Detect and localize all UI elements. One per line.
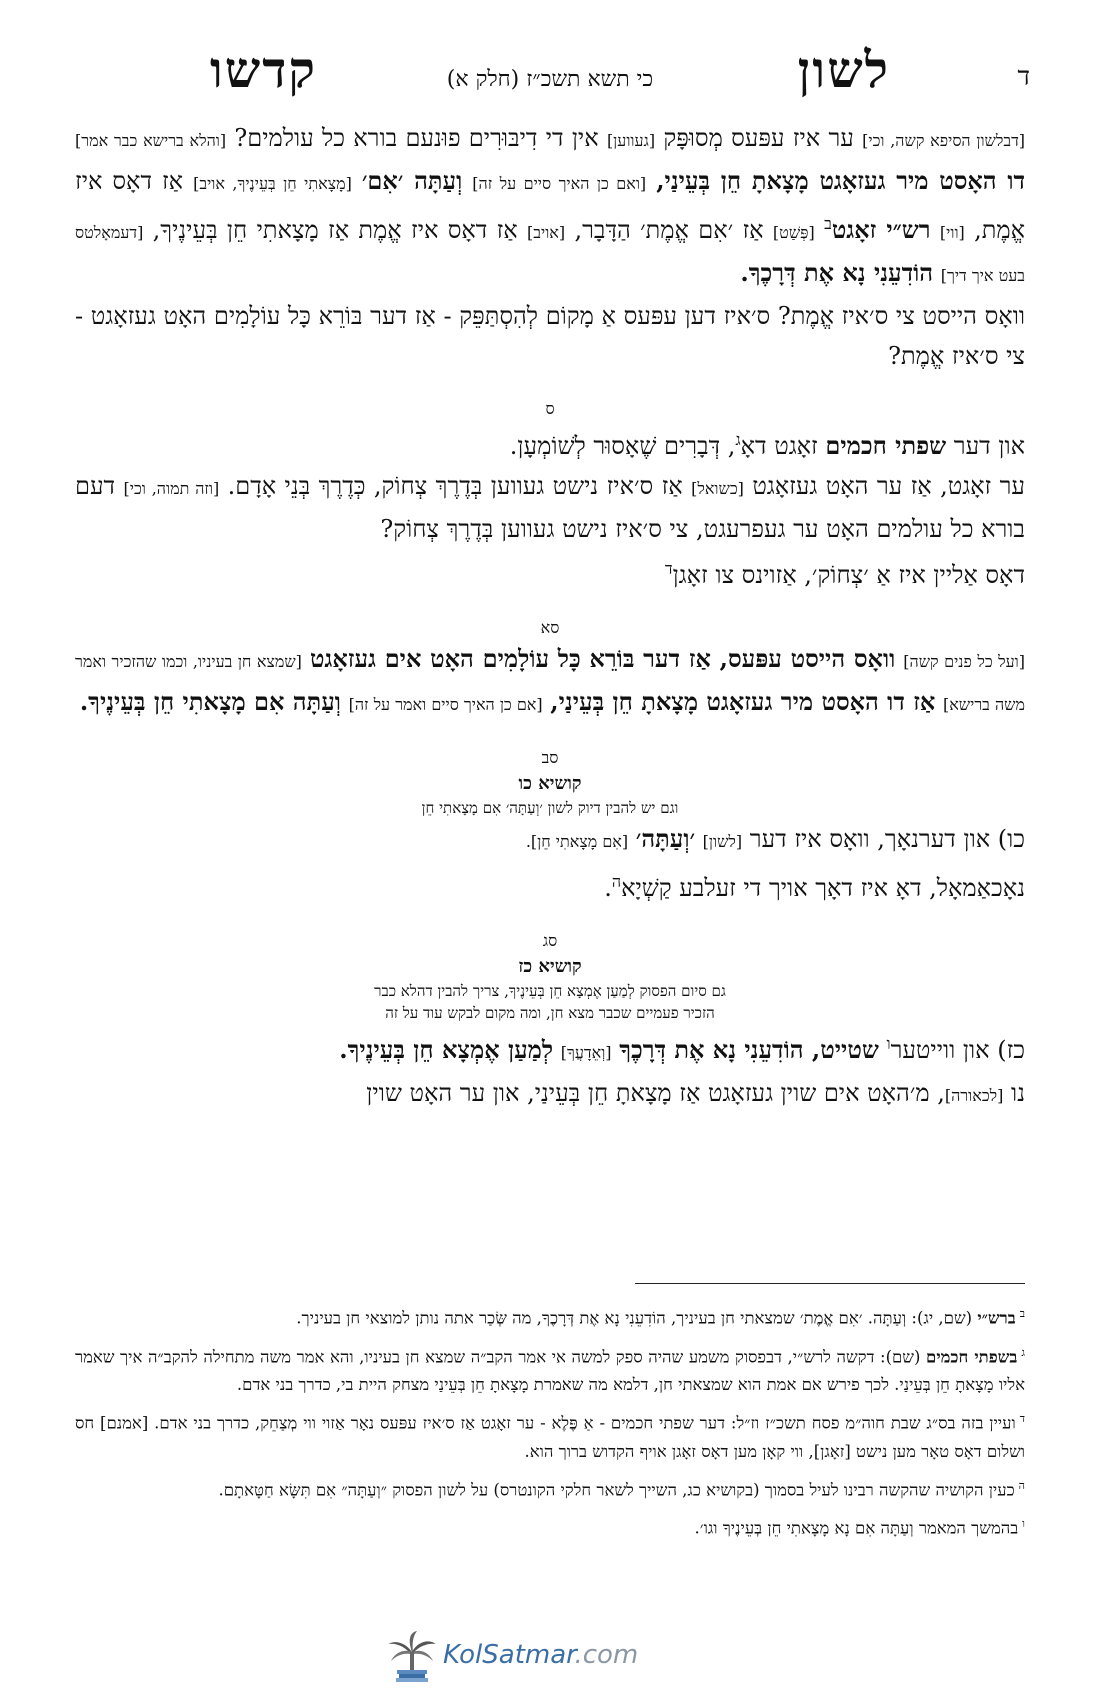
footnote-divider <box>635 1283 1025 1284</box>
bracket-note: [ועל כל פנים קשה] <box>903 652 1025 671</box>
bold-text: וואָס הייסט עפּעס, אַז דער בּוֹרֵא כָּל עוֹלָמִים האָט אים געזאָגט <box>309 644 896 673</box>
section-number: סב <box>541 748 559 767</box>
bracket-note: [והלא ברישא כבר אמר] <box>75 131 227 150</box>
kolsatmar-logo[interactable] <box>385 1630 715 1685</box>
bold-quote: וְעַתָּה ׳אִם׳ <box>361 166 463 195</box>
footnote <box>75 1510 1025 1543</box>
bold-quote: וְעַתָּה אִם מָצָאתִי חֵן בְּעֵינֶיךָ. <box>79 687 341 716</box>
page-header <box>0 40 1100 110</box>
text-run: כו) און דערנאָך, וואָס איז דער <box>749 825 1025 853</box>
text-run: ער זאָגט, אַז ער האָט געזאָגט <box>752 472 1025 500</box>
footnote-ref[interactable]: ה <box>611 872 622 891</box>
bold-quote: אַז דו האָסט מיר געזאָגט מָצָאתָ חֵן בְּעֵינַי, <box>550 687 936 716</box>
text-run: נאָכאַמאָל, דאָ איז דאָך אויך די זעלבע קַשְׁיָא <box>621 874 1025 902</box>
text-run: . <box>604 874 612 902</box>
footnote-text: בהמשך המאמר וְעַתָּה אִם נָא מָצָאתִי חֵן בְּעֵינֶיךָ וגו׳. <box>694 1518 1019 1538</box>
footnote-ref[interactable]: ב <box>824 214 832 233</box>
bracket-note: [געווען] <box>606 131 656 150</box>
footnote <box>75 1339 1025 1400</box>
text-run: אַז ס׳איז נישט געווען בְּדֶרֶךְ צְחוֹק, כְּדֶרֶךְ בְּנֵי אָדָם. <box>227 472 683 500</box>
bold-quote: ׳וְעַתָּה׳ <box>635 824 696 853</box>
bold-quote: דו האָסט מיר געזאָגט מָצָאתָ חֵן בְּעֵינַי, <box>656 166 1026 195</box>
text-run: , מ׳האָט אים שוין געזאָגט אַז מָצָאתָ חֵן בְּעֵינַי, און ער האָט שוין <box>366 1079 945 1107</box>
footnote-mark: ה <box>1018 1478 1025 1492</box>
bracket-note: [ווי] <box>939 223 965 242</box>
header-title-right: לשון <box>797 40 890 99</box>
paragraph-2: וואָס הייסט צי ס׳איז אֱמֶת? ס׳איז דען עפּעס אַ מָקוֹם לְהִסְתַּפֵּק - אַז דער בּוֹרֵא כָּל עוֹלָמִים האָט געזאָגט - צי ס׳איז אֱמֶת? <box>75 302 1025 370</box>
text-run: אין די דִיבּוּרִים פוּנעם בורא כל עולמים? <box>234 124 599 152</box>
footnote-mark: ד <box>1019 1412 1025 1425</box>
text-run: אַז דאָס איז אֱמֶת, <box>75 167 1026 244</box>
bracket-note: [דעמאָלטס בעט איך דיך] <box>75 223 1025 285</box>
text-run: אַז דאָס איז אֱמֶת אַז מָצָאתִי חֵן בְּעֵינֶיךָ, <box>152 216 518 244</box>
main-text <box>75 118 1025 1116</box>
footnote-text: כעין הקושיה שהקשה רבינו לעיל בסמוך (בקושיא כג, השייך לשאר חלקי הקונטרס) על לשון הפסוק ״וְעַתָּה״ אִם תִּשָּׂא חַטָּאתָם. <box>218 1480 1015 1499</box>
bold-quote: שטייט, הוֹדִעֵנִי נָא אֶת דְּרָכֶךָ <box>619 1035 879 1064</box>
section-number: סג <box>542 931 558 950</box>
paragraph-6 <box>75 639 1025 725</box>
bracket-note: [כשואל] <box>691 479 744 498</box>
bold-quote: רש״י זאָגט <box>831 215 931 244</box>
footnote-mark: ב <box>1019 1307 1025 1320</box>
text-run: אַז ׳אִם אֱמֶת׳ הַדָּבָר, <box>574 216 764 244</box>
bracket-note: [שמצא חן בעיניו, וכמו שהזכיר ואמר משה ברישא] <box>75 652 1025 714</box>
footnote-ref[interactable]: ד <box>664 559 673 578</box>
header-subtitle: כי תשא תשכ״ז (חלק א) <box>446 67 654 92</box>
bracket-note: [מָצָאתִי חֵן בְּעֵינֶיךָ, אויב] <box>193 174 352 193</box>
header-title-left: קדשו <box>210 40 317 99</box>
kushya-title: קושיא כו <box>518 773 582 794</box>
footnote-mark: ו <box>1022 1517 1025 1530</box>
text-run: דאָס אַליין איז אַ ׳צְחוֹק׳, אַזוינס צו זאָגן <box>672 561 1025 589</box>
footnote-mark: ג <box>1021 1345 1025 1359</box>
logo-text: KolSatmar.com <box>443 1640 639 1670</box>
bold-quote: הוֹדִעֵנִי נָא אֶת דְּרָכֶךָ. <box>740 258 934 287</box>
footnote-text: (שם): דקשה לרש״י, דבפסוק משמע שהיה ספק למשה אי אמר הקב״ה שמצא חן בעיניו, והא אמר משה מתחילה להקב״ה איך שאמר אליו מָצָאתָ חֵן בְּעֵינַי. לכך פירש אם אמת הוא שמצאתי חן, דלמא מה שאמרת מָצָאתָ חֵן בְּעֵינַי מצחק היית בי, כדרך בני אדם. <box>75 1347 1025 1394</box>
text-run: כז) און ווייטער <box>890 1036 1025 1064</box>
paragraph-8 <box>75 1024 1025 1116</box>
text-run: נו <box>1011 1079 1025 1107</box>
kushya-description: גם סיום הפסוק לְמַעַן אֶמְצָא חֵן בְּעֵינֶיךָ, צריך להבין דהלא כבר <box>374 982 726 1000</box>
bracket-note: [אִם מָצָאתִי חֵן]. <box>525 832 629 851</box>
section-number: ס <box>545 399 555 418</box>
footnote-text: (שם, יג): וְעַתָּה. ׳אִם אֱמֶת׳ שמצאתי חן בעיניך, הוֹדִעֵנִי נָא אֶת דְּרָכֶךָ, מה שְּׂכַר אתה נותן למוצאי חן בעיניך. <box>296 1308 973 1328</box>
paragraph-1 <box>75 118 1025 296</box>
bracket-note: [לכאורה] <box>944 1086 1004 1105</box>
bold-source: שפתי חכמים <box>825 431 947 460</box>
footnote <box>75 1300 1025 1333</box>
text-run: און דער <box>953 432 1025 460</box>
text-run: דעם בורא כל עולמים האָט ער געפרעגט, צי ס׳איז נישט געווען בְּדֶרֶךְ צְחוֹק? <box>75 472 1025 543</box>
bracket-note: [לשון] <box>702 832 743 851</box>
bracket-note: [דבלשון הסיפא קשה, וכי] <box>862 131 1025 150</box>
bracket-note: [וזה תמוה, וכי] <box>123 479 220 498</box>
text-run: ער איז עפּעס מְסוּפָּק <box>663 124 854 152</box>
footnote-ref[interactable]: ו <box>886 1034 891 1053</box>
paragraph-7 <box>75 819 1025 908</box>
bold-quote: לְמַעַן אֶמְצָא חֵן בְּעֵינֶיךָ. <box>339 1035 554 1064</box>
kushya-description: הזכיר פעמיים שכבר מצא חן, ומה מקום לבקש עוד על זה <box>385 1004 715 1022</box>
text-run: , דְּבָרִים שֶׁאָסוּר לְשׁוֹמְעָן. <box>509 432 736 460</box>
footnotes <box>75 1300 1025 1549</box>
section-number: סא <box>540 618 560 637</box>
kushya-title: קושיא כז <box>518 956 582 977</box>
page-number: ד <box>1017 62 1030 92</box>
bracket-note: [וְאֵדָעֲךָ] <box>560 1043 612 1062</box>
footnote-source: בשפתי חכמים <box>926 1347 1018 1366</box>
bracket-note: [ואם כן האיך סיים על זה] <box>472 174 647 193</box>
kushya-description: וגם יש להבין דיוק לשון ׳וְעַתָּה׳ אִם מָצָאתִי חֵן <box>421 799 679 817</box>
paragraph-3 <box>75 420 1025 466</box>
bracket-note: [אויב] <box>527 223 566 242</box>
footnote <box>75 1472 1025 1505</box>
text-run: זאָגט דאָ <box>740 432 818 460</box>
paragraph-4 <box>75 466 1025 549</box>
footnote-text: ועיין בזה בס״ג שבת חוה״מ פסח תשכ״ז וז״ל: דער שפתי חכמים - אַ פֶּלֶא - ער זאָגט אַז ס׳איז עפּעס נאָר אַזוי ווי מְצַחֵק, כדרך בני אדם. [אמנם] חס ושלום דאָס טאָר מען נישט [זאָגן], ווי קאָן מען דאָס זאָגן אויף הקדוש ברוך הוא. <box>75 1413 1025 1461</box>
footnote-source: ברש״י <box>977 1308 1016 1328</box>
footnote <box>75 1405 1025 1466</box>
footnote-ref[interactable]: ג <box>735 430 741 449</box>
bracket-note: [אם כן האיך סיים ואמר על זה] <box>348 695 543 714</box>
palm-tree-books-icon <box>385 1630 439 1685</box>
bracket-note: [פְּשַׁט] <box>772 223 815 242</box>
paragraph-5 <box>75 549 1025 595</box>
